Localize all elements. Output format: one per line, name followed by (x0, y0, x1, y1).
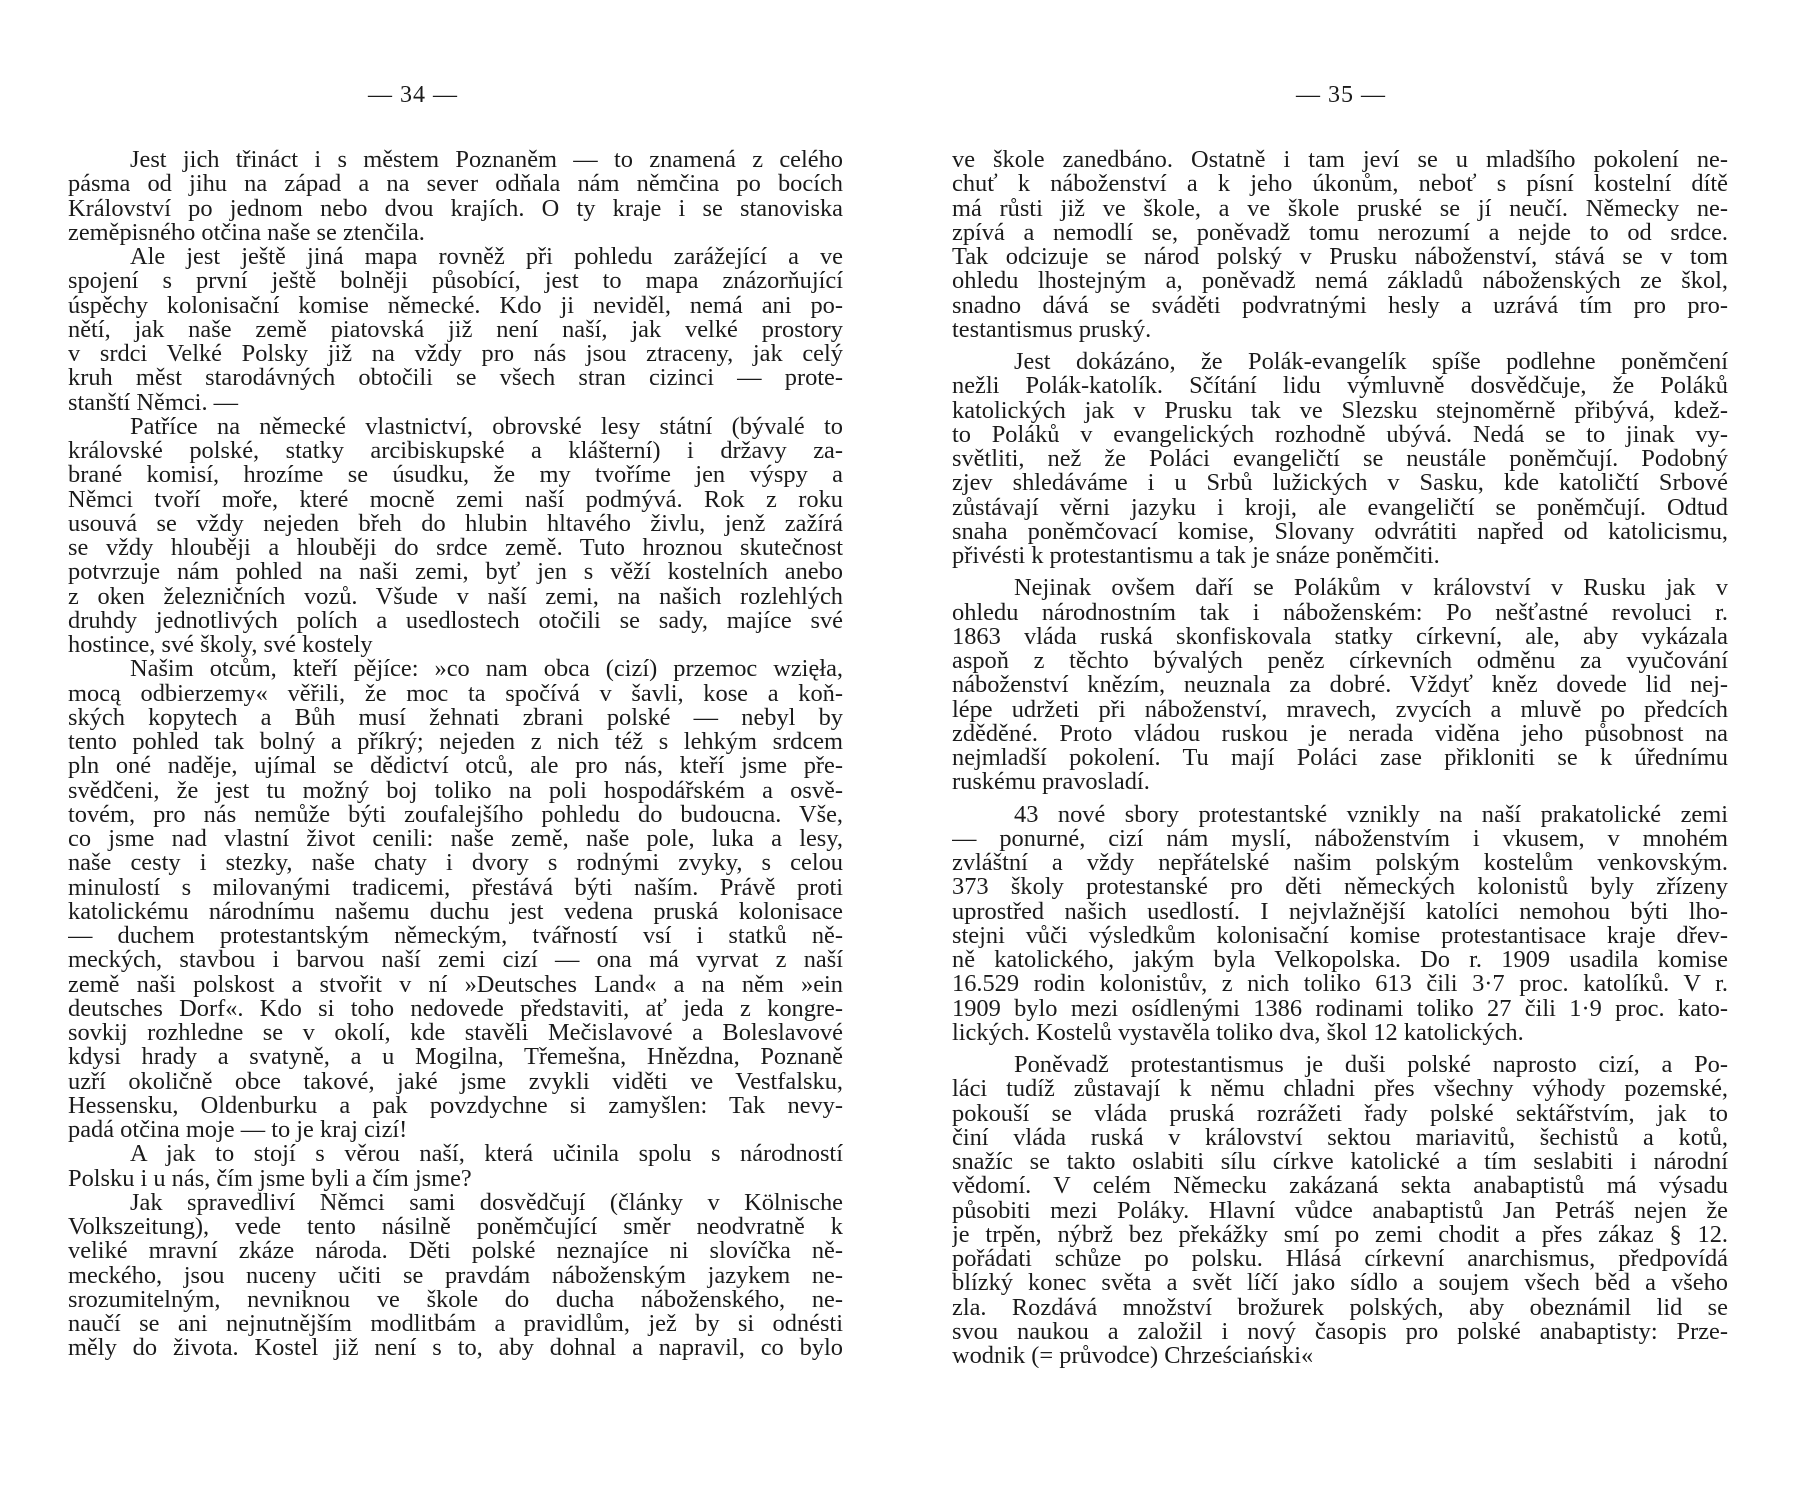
text-line: uprostřed našich usedlostí. I nejvlažnější katolíci nemohou býti lho- (952, 899, 1728, 924)
text-line: zjev shledáváme i u Srbů lužických v Sasku, kde katoličtí Srbové (952, 471, 1728, 496)
text-line: Poněvadž protestantismus je duši polské naprosto cizí, a Po- (1014, 1053, 1728, 1078)
text-line: wodnik (= průvodce) Chrześciański« (952, 1344, 1314, 1369)
text-line: zůstávají věrni jazyku i kroji, ale evangeličtí se poněmčují. Odtud (952, 495, 1728, 520)
text-line: v srdci Velké Polsky již na vždy pro nás jsou ztraceny, jak celý (68, 342, 843, 367)
text-line: zpívá a nemodlí se, poněvadž tomu nerozumí a nejde to od srdce. (952, 220, 1728, 245)
text-line: ruskému pravosladí. (952, 770, 1150, 795)
text-line: pokouší se vláda pruská rozrážeti řady polské sektářstvím, jak to (952, 1101, 1728, 1126)
text-line: zla. Rozdává množství brožurek polských, aby obeznámil lid se (952, 1295, 1728, 1320)
text-line: meckého, jsou nuceny učiti se pravdám náboženským jazykem ne- (68, 1263, 843, 1288)
text-line: hostince, své školy, své kostely (68, 633, 373, 658)
text-line: usouvá se vždy nejeden břeh do hlubin hltavého živlu, jenž zažírá (68, 511, 843, 536)
text-line: snadno dává se sváděti podvratnými hesly a uzrává tím pro pro- (952, 293, 1728, 318)
text-line: je trpěn, nýbrž bez překážky smí po zemi chodit a přes zákaz § 12. (952, 1222, 1728, 1247)
text-line: Jak spravedliví Němci sami dosvědčují (články v Kölnische (130, 1190, 843, 1215)
text-line: kdysi hrady a svatyně, a u Mogilna, Třemešna, Hnězdna, Poznaně (68, 1045, 843, 1070)
text-line: 1863 vláda ruská skonfiskovala statky církevní, ale, aby vykázala (952, 624, 1728, 649)
text-line: láci tudíž zůstavají k němu chladni přes všechny výhody pozemské, (952, 1077, 1728, 1102)
right-page (902, 0, 1804, 1500)
text-line: ohledu lhostejným a, poněvadž nemá základů náboženských ze škol, (952, 269, 1728, 294)
text-line: blízký konec světa a svět líčí jako sídlo a soujem všech běd a všeho (952, 1271, 1728, 1296)
text-line: meckých, stavbou i barvou naší zemi cizí — ona má vyrvat z naší (68, 948, 843, 973)
text-line: Patříce na německé vlastnictví, obrovské lesy státní (bývalé to (130, 414, 843, 439)
text-line: ve škole zanedbáno. Ostatně i tam jeví se u mladšího pokolení ne- (952, 148, 1728, 173)
text-line: Ale jest ještě jiná mapa rovněž při pohledu zarážející a ve (130, 245, 843, 270)
text-line: Našim otcům, kteří pějíce: »co nam obca (cizí) przemoc wzięła, (130, 657, 843, 682)
page-text (952, 148, 1728, 1368)
text-line: činí vláda ruská v království sektou mariavitů, šechistů a kotů, (952, 1125, 1728, 1150)
page-text (68, 148, 843, 1361)
text-line: lépe udržeti při náboženství, mravech, zvycích a mluvě po předcích (952, 697, 1728, 722)
text-line: katolickému národnímu našemu duchu jest vedena pruská kolonisace (68, 899, 843, 924)
text-line: druhdy jednotlivých polích a usedlostech otočili se sady, majíce své (68, 608, 843, 633)
text-line: Němci tvoří moře, které mocně zemi naší podmývá. Rok z roku (68, 487, 843, 512)
text-line: ně katolického, jakým byla Velkopolska. Do r. 1909 usadila komise (952, 948, 1728, 973)
text-line: 16.529 rodin kolonistův, z nich toliko 613 čili 3·7 proc. katolíků. V r. (952, 972, 1728, 997)
text-line: tovém, pro nás nemůže býti zoufalejšího pohledu do budoucna. Vše, (68, 802, 843, 827)
text-line: katolických jak v Prusku tak ve Slezsku stejnoměrně přibývá, kdež- (952, 398, 1728, 423)
text-line: srozumitelným, nevniknou ve škole do ducha náboženského, ne- (68, 1287, 843, 1312)
text-line: snaha poněmčovací komise, Slovany odvrátiti napřed od katolicismu, (952, 519, 1728, 544)
text-line: měly do života. Kostel již není s to, aby dohnal a napravil, co bylo (68, 1336, 843, 1361)
text-line: zeměpisného otčina naše se ztenčila. (68, 220, 425, 245)
text-line: chuť k náboženství a k jeho úkonům, neboť s písní kostelní dítě (952, 172, 1728, 197)
text-line: — ponurné, cizí nám myslí, náboženstvím i vkusem, v mnohém (952, 826, 1728, 851)
page-number: — 35 — (1296, 82, 1386, 108)
text-line: pořádati schůze po polsku. Hlásá církevní anarchismus, předpovídá (952, 1247, 1728, 1272)
text-line: pln oné naděje, ujímal se dědictví otců, ale pro nás, kteří jsme pře- (68, 754, 843, 779)
text-line: se vždy hlouběji a hlouběji do srdce země. Tuto hroznou skutečnost (68, 536, 843, 561)
text-line: spojení s první ještě bolněji působící, jest to mapa znázorňující (68, 269, 843, 294)
text-line: světliti, než že Poláci evangeličtí se neustále poněmčují. Podobný (952, 447, 1728, 472)
text-line: uzří okoličně obce takové, jaké jsme zvykli viděti ve Vestfalsku, (68, 1069, 843, 1094)
text-line: minulostí s milovanými tradicemi, přestává býti naším. Právě proti (68, 875, 843, 900)
text-line: ských kopytech a Bůh musí žehnati zbrani polské — nebyl by (68, 705, 843, 730)
text-line: naše cesty i stezky, naše chaty i dvory s rodnými zvyky, s celou (68, 851, 843, 876)
text-line: to Poláků v evangelických rozhodně ubývá. Nedá se to jinak vy- (952, 422, 1728, 447)
text-line: stejni vůči výsledkům kolonisační komise protestantisace kraje dřev- (952, 923, 1728, 948)
text-line: působiti mezi Poláky. Hlavní vůdce anabaptistů Jan Petráš nejen že (952, 1198, 1728, 1223)
text-line: pásma od jihu na západ a na sever odňala nám němčina po bocích (68, 172, 843, 197)
text-line: 373 školy protestanské pro děti německých kolonistů byly zřízeny (952, 875, 1728, 900)
text-line: z oken železničních vozů. Všude v naší zemi, na našich rozlehlých (68, 584, 843, 609)
paragraph-gap (952, 568, 1728, 576)
text-line: lických. Kostelů vystavěla toliko dva, škol 12 katolických. (952, 1020, 1524, 1045)
text-line: brané komisí, hrozíme se úsudku, že my tvoříme jen výspy a (68, 463, 843, 488)
text-line: padá otčina moje — to je kraj cizí! (68, 1118, 408, 1143)
text-line: nětí, jak naše země piatovská již není naší, jak velké prostory (68, 317, 843, 342)
text-line: aspoň z těchto bývalých peněz církevních odměnu za vyučování (952, 649, 1728, 674)
text-line: zvláštní a vždy nepřátelské našim polským kostelům venkovským. (952, 851, 1728, 876)
text-line: Jest jich třináct i s městem Poznaněm — to znamená z celého (130, 148, 843, 173)
text-line: nežli Polák-katolík. Sčítání lidu výmluvně dosvědčuje, že Poláků (952, 374, 1728, 399)
text-line: snažíc se takto oslabiti sílu církve katolické a tím seslabiti i národní (952, 1150, 1728, 1175)
paragraph-gap (952, 1045, 1728, 1053)
page-number: — 34 — (368, 82, 458, 108)
text-line: testantismus pruský. (952, 317, 1152, 342)
paragraph-gap (952, 342, 1728, 350)
paragraph-gap (952, 795, 1728, 803)
text-line: naučí se ani nejnutnějším modlitbám a pravidlům, jež by si odnésti (68, 1312, 843, 1337)
text-line: deutsches Dorf«. Kdo si toho nedovede představiti, ať jeda z kongre- (68, 996, 843, 1021)
text-line: potvrzuje nám pohled na naši zemi, byť jen s věží kostelních anebo (68, 560, 843, 585)
text-line: Jest dokázáno, že Polák-evangelík spíše podlehne poněmčení (1014, 350, 1728, 375)
text-line: sovkij rozhledne se v okolí, kde stavěli Mečislavové a Boleslavové (68, 1021, 843, 1046)
text-line: svou naukou a založil i nový časopis pro polské anabaptisty: Prze- (952, 1319, 1728, 1344)
text-line: Nejinak ovšem daří se Polákům v království v Rusku jak v (1014, 576, 1728, 601)
text-line: země naši polskost a stvořit v ní »Deutsches Land« a na něm »ein (68, 972, 843, 997)
text-line: 43 nové sbory protestantské vznikly na naší prakatolické zemi (1014, 802, 1728, 827)
text-line: náboženství knězím, neuznala za dobré. Vždyť kněz dovede lid nej- (952, 673, 1728, 698)
text-line: — duchem protestantským německým, tvářností vsí i statků ně- (68, 924, 843, 949)
text-line: stanští Němci. — (68, 390, 239, 415)
text-line: přivésti k protestantismu a tak je snáze poněmčiti. (952, 544, 1440, 569)
text-line: A jak to stojí s věrou naší, která učinila spolu s národností (130, 1142, 843, 1167)
text-line: 1909 bylo mezi osídlenými 1386 rodinami toliko 27 čili 1·9 proc. kato- (952, 996, 1728, 1021)
text-line: úspěchy kolonisační komise německé. Kdo ji neviděl, nemá ani po- (68, 293, 843, 318)
text-line: co jsme nad vlastní život cenili: naše země, naše pole, luka a lesy, (68, 827, 843, 852)
text-line: Tak odcizuje se národ polský v Prusku náboženství, stává se v tom (952, 245, 1728, 270)
text-line: má růsti již ve škole, a ve škole pruské se jí neučí. Německy ne- (952, 196, 1728, 221)
text-line: Polsku i u nás, čím jsme byli a čím jsme? (68, 1166, 472, 1191)
text-line: ohledu národnostním tak i náboženském: Po nešťastné revoluci r. (952, 600, 1728, 625)
text-line: veliké mravní zkáze národa. Děti polské neznajíce ni slovíčka ně- (68, 1239, 843, 1264)
text-line: mocą odbierzemy« věřili, že moc ta spočívá v šavli, kose a koň- (68, 681, 843, 706)
text-line: kruh měst starodávných obtočili se všech stran cizinci — prote- (68, 366, 843, 391)
text-line: královské polské, statky arcibiskupské a klášterní) i državy za- (68, 439, 843, 464)
text-line: Volkszeitung), vede tento násilně poněmčující směr neodvratně k (68, 1215, 843, 1240)
text-line: Hessensku, Oldenburku a pak povzdychne si zamyšlen: Tak nevy- (68, 1093, 843, 1118)
text-line: tento pohled tak bolný a příkrý; nejeden z nich též s lehkým srdcem (68, 730, 843, 755)
text-line: vědomí. V celém Německu zakázaná sekta anabaptistů má výsadu (952, 1174, 1728, 1199)
text-line: Království po jednom nebo dvou krajích. O ty kraje i se stanoviska (68, 196, 843, 221)
text-line: zděděné. Proto vládou ruskou je nerada viděna jeho působnost na (952, 721, 1728, 746)
text-line: svědčeni, že jest tu možný boj toliko na poli hospodářském a osvě- (68, 778, 843, 803)
text-line: nejmladší pokolení. Tu mají Poláci zase přikloniti se k úřednímu (952, 746, 1728, 771)
